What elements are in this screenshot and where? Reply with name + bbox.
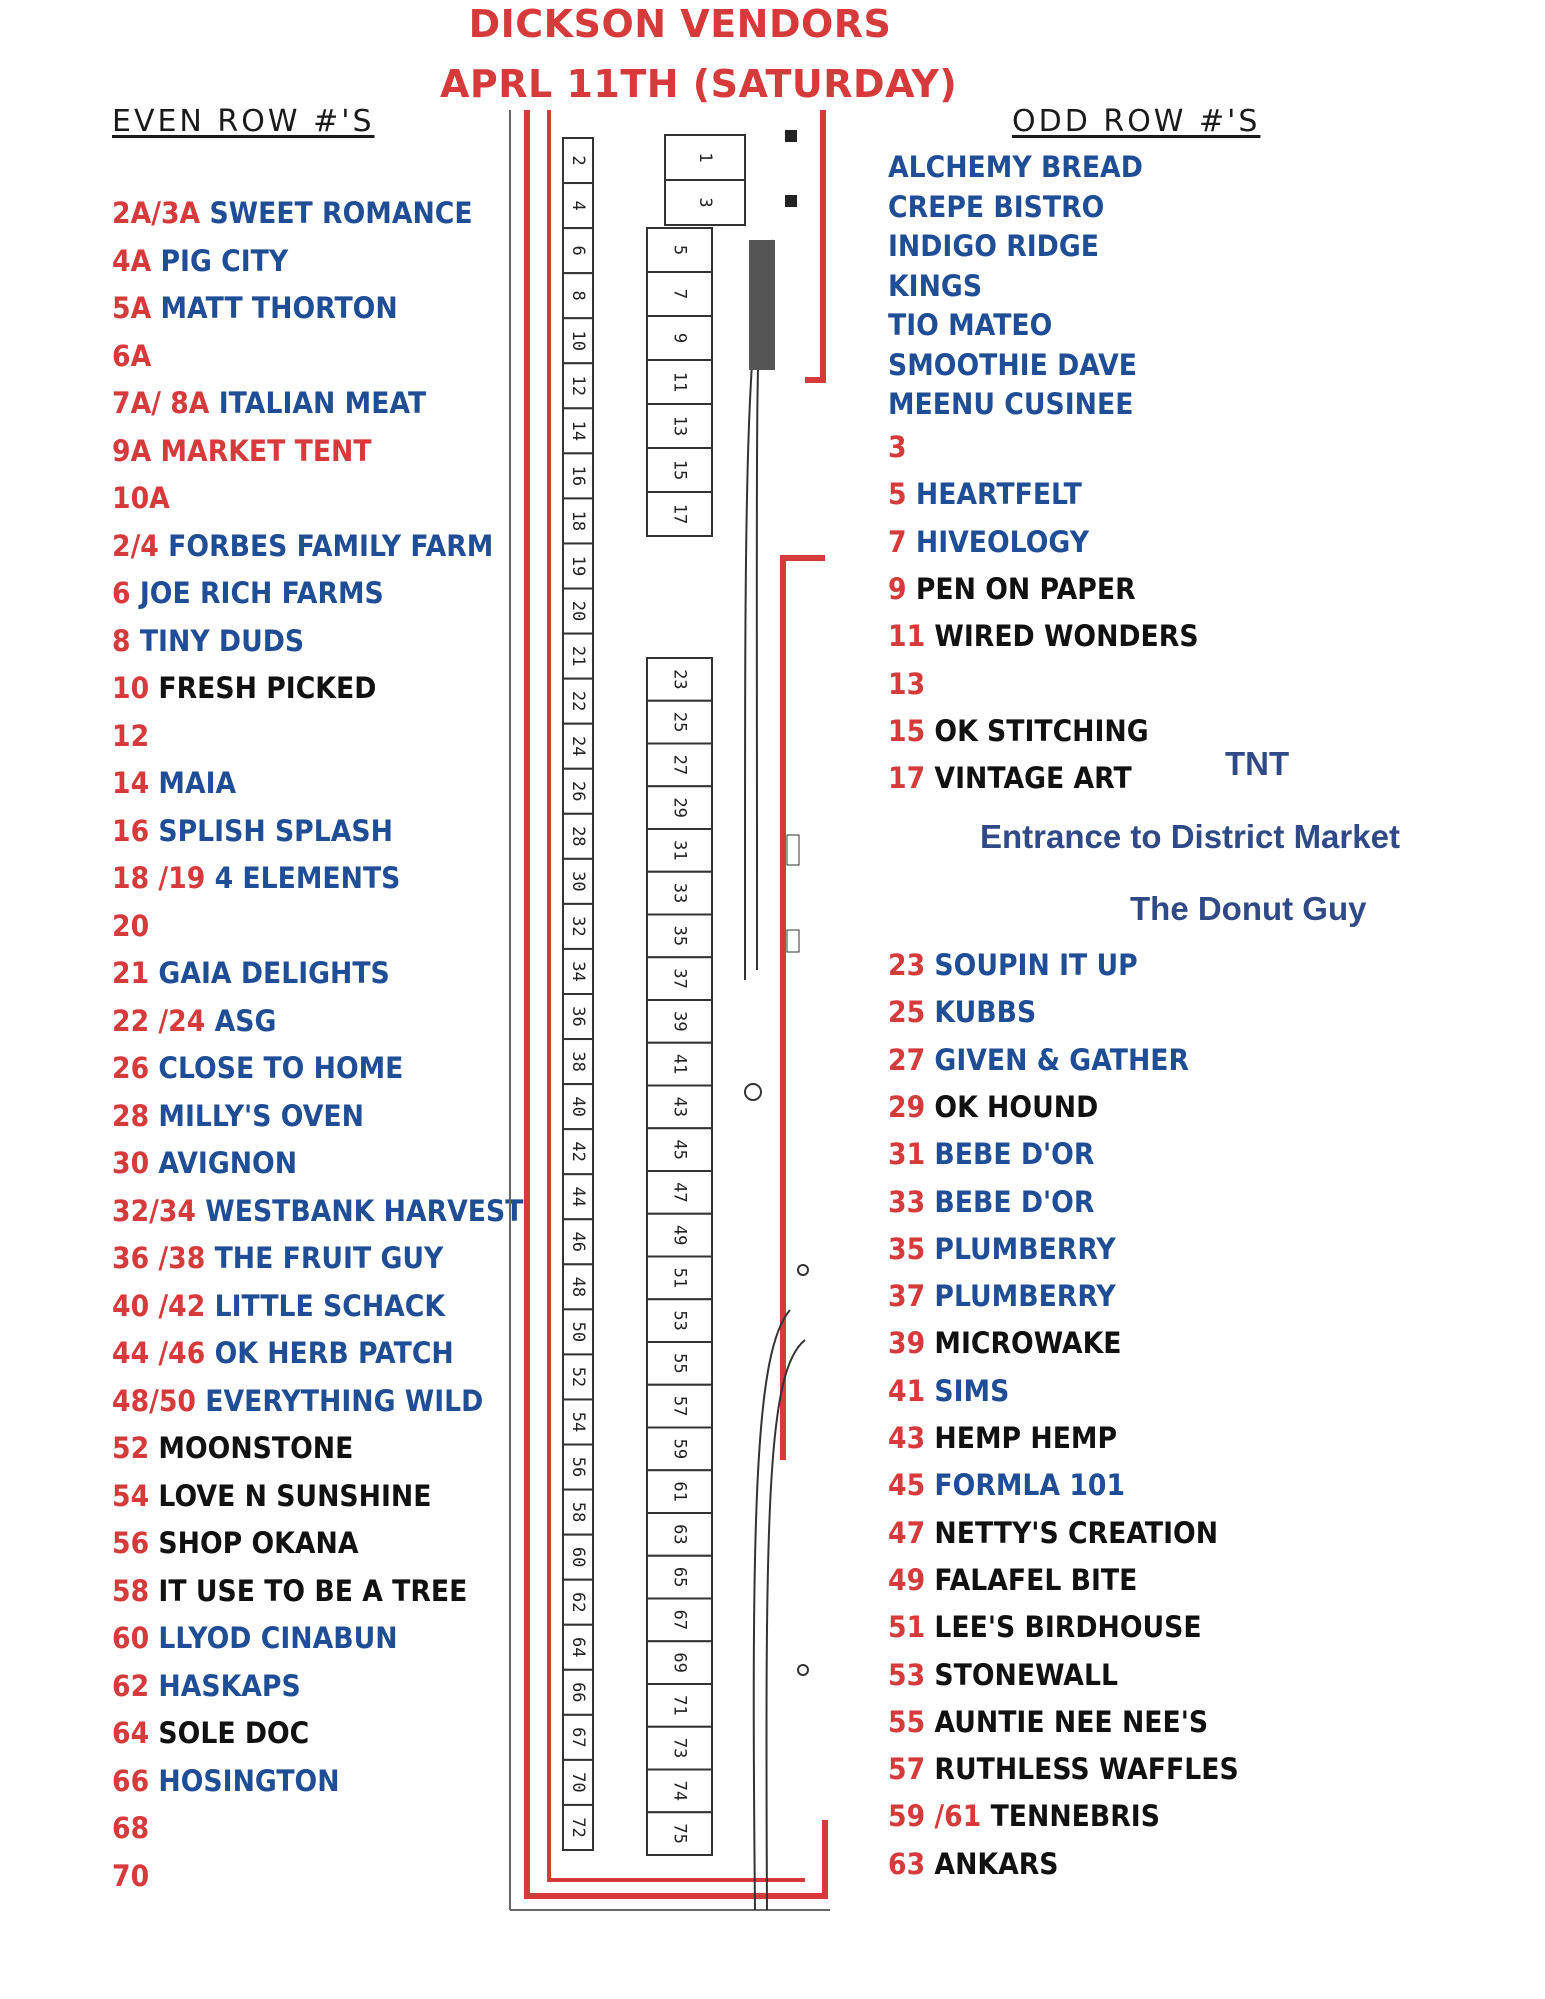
map-stall-number: 12 bbox=[568, 375, 588, 397]
vendor-entry bbox=[112, 244, 288, 278]
stall-number: 12 bbox=[112, 718, 150, 753]
vendor-name: PIG CITY bbox=[160, 243, 289, 278]
vendor-entry bbox=[112, 481, 170, 515]
vendor-name: MATT THORTON bbox=[160, 291, 398, 325]
even-row-header: EVEN ROW #'S bbox=[112, 104, 375, 139]
map-stall-number: 67 bbox=[568, 1727, 588, 1748]
stall-number: 54 bbox=[112, 1478, 159, 1513]
vendor-entry bbox=[888, 1326, 1121, 1360]
vendor-name: HEARTFELT bbox=[915, 477, 1082, 512]
vendor-name: AUNTIE NEE NEE'S bbox=[934, 1704, 1209, 1739]
map-stall-number: 64 bbox=[568, 1637, 588, 1658]
stall-number: 10 bbox=[112, 671, 159, 705]
tnt-note: TNT bbox=[1225, 745, 1290, 782]
stall-number: 9A bbox=[112, 433, 161, 468]
vendor-entry bbox=[112, 766, 236, 800]
map-stall-number: 54 bbox=[568, 1411, 588, 1433]
vendor-name: KINGS bbox=[888, 268, 983, 303]
vendor-entry bbox=[112, 1716, 309, 1750]
vendor-name: MOONSTONE bbox=[158, 1431, 354, 1465]
stall-number: 41 bbox=[888, 1373, 935, 1408]
vendor-name: 4 ELEMENTS bbox=[214, 861, 401, 895]
stall-number: 2A/3A bbox=[112, 196, 210, 230]
stall-number: 26 bbox=[112, 1051, 159, 1085]
stall-number: 32/34 bbox=[112, 1193, 206, 1228]
vendor-name: IT USE TO BE A TREE bbox=[158, 1573, 468, 1608]
vendor-name: HEMP HEMP bbox=[934, 1421, 1118, 1455]
vendor-name: TIO MATEO bbox=[888, 308, 1053, 342]
vendor-entry bbox=[112, 1336, 454, 1370]
map-stall-number: 53 bbox=[669, 1310, 690, 1331]
map-stall-number: 14 bbox=[568, 420, 588, 442]
vendor-name: HIVEOLOGY bbox=[915, 524, 1090, 559]
map-stall-number: 1 bbox=[695, 152, 715, 163]
vendor-entry bbox=[112, 1479, 431, 1513]
vendor-entry bbox=[112, 1051, 403, 1085]
stall-number: 23 bbox=[888, 948, 935, 982]
vendor-entry bbox=[112, 1574, 467, 1608]
stall-number: 30 bbox=[112, 1146, 159, 1180]
vendor-entry bbox=[112, 529, 493, 563]
page-subtitle-date: APRL 11TH (SATURDAY) bbox=[440, 62, 958, 106]
stall-number: 18 /19 bbox=[112, 861, 215, 895]
stall-number: 25 bbox=[888, 995, 935, 1030]
vendor-entry bbox=[888, 348, 1137, 382]
vendor-name: SPLISH SPLASH bbox=[158, 813, 393, 848]
map-stall-number: 24 bbox=[568, 735, 588, 757]
map-stall-number: 59 bbox=[669, 1438, 690, 1460]
vendor-name: INDIGO RIDGE bbox=[888, 229, 1099, 263]
stall-number: 37 bbox=[888, 1279, 935, 1314]
vendor-name: PLUMBERRY bbox=[934, 1231, 1116, 1266]
vendor-name: KUBBS bbox=[934, 995, 1037, 1030]
vendor-entry bbox=[112, 434, 372, 468]
stall-number: 56 bbox=[112, 1526, 159, 1560]
vendor-entry bbox=[888, 1516, 1218, 1550]
map-stall-number: 31 bbox=[669, 840, 690, 861]
map-stall-number: 65 bbox=[669, 1566, 690, 1588]
stall-number: 45 bbox=[888, 1468, 935, 1503]
map-stall-number: 16 bbox=[568, 465, 588, 487]
stall-number: 31 bbox=[888, 1137, 935, 1172]
vendor-entry bbox=[888, 387, 1133, 421]
map-stall-number: 30 bbox=[568, 871, 588, 892]
vendor-entry bbox=[888, 1279, 1116, 1313]
vendor-name: AVIGNON bbox=[158, 1146, 298, 1180]
map-stall-number: 50 bbox=[568, 1321, 588, 1343]
map-stall-number: 37 bbox=[669, 968, 690, 989]
vendor-entry bbox=[888, 477, 1082, 511]
vendor-entry bbox=[888, 1232, 1116, 1266]
map-stall-number: 36 bbox=[568, 1006, 588, 1027]
vendor-name: BEBE D'OR bbox=[934, 1184, 1095, 1219]
stall-number: 44 /46 bbox=[112, 1336, 215, 1370]
stall-number: 17 bbox=[888, 761, 935, 796]
vendor-entry bbox=[112, 196, 473, 230]
map-stall-number: 57 bbox=[669, 1395, 690, 1417]
stall-map bbox=[505, 110, 835, 1920]
stall-number: 7A/ 8A bbox=[112, 386, 219, 420]
vendor-entry bbox=[112, 1526, 358, 1560]
stall-number: 28 bbox=[112, 1098, 159, 1133]
vendor-name: THE FRUIT GUY bbox=[214, 1241, 444, 1275]
vendor-name: EVERYTHING WILD bbox=[205, 1383, 484, 1418]
stall-number: 27 bbox=[888, 1042, 935, 1077]
stall-number: 5A bbox=[112, 291, 161, 325]
vendor-entry bbox=[112, 1859, 149, 1893]
map-dark-block bbox=[749, 240, 775, 370]
vendor-name: FRESH PICKED bbox=[158, 671, 377, 705]
entrance-note: Entrance to District Market bbox=[980, 818, 1400, 855]
map-stall-number: 38 bbox=[568, 1051, 588, 1072]
map-stall-number: 44 bbox=[568, 1186, 588, 1207]
vendor-entry bbox=[112, 909, 149, 943]
map-stall-number: 62 bbox=[568, 1591, 588, 1613]
stall-number: 70 bbox=[112, 1858, 150, 1893]
map-stall-number: 69 bbox=[669, 1652, 690, 1673]
stall-number: 40 /42 bbox=[112, 1288, 215, 1323]
vendor-entry bbox=[888, 1137, 1094, 1171]
vendor-name: CLOSE TO HOME bbox=[158, 1051, 404, 1085]
stall-number: 3 bbox=[888, 430, 907, 464]
map-stall-number: 6 bbox=[568, 245, 588, 256]
vendor-name: STONEWALL bbox=[934, 1657, 1118, 1692]
vendor-entry bbox=[888, 995, 1036, 1029]
map-stall-number: 27 bbox=[669, 754, 690, 776]
map-stall-number: 45 bbox=[669, 1139, 690, 1160]
stall-number: 49 bbox=[888, 1562, 935, 1597]
map-stall-number: 15 bbox=[669, 459, 690, 481]
vendor-entry bbox=[888, 1468, 1125, 1502]
vendor-name: TINY DUDS bbox=[139, 623, 305, 658]
vendor-name: BEBE D'OR bbox=[934, 1137, 1095, 1172]
map-stall-number: 66 bbox=[568, 1682, 588, 1703]
vendor-name: JOE RICH FARMS bbox=[139, 576, 384, 610]
map-stall-number: 35 bbox=[669, 925, 690, 947]
odd-row-header: ODD ROW #'S bbox=[1012, 104, 1261, 139]
stall-number: 8 bbox=[112, 623, 140, 658]
map-stall-number: 18 bbox=[568, 510, 588, 532]
vendor-name: SOLE DOC bbox=[158, 1716, 310, 1750]
vendor-entry bbox=[888, 714, 1149, 748]
stall-number: 64 bbox=[112, 1716, 159, 1750]
map-stall-number: 58 bbox=[568, 1501, 588, 1523]
stall-number: 66 bbox=[112, 1763, 159, 1798]
page-title: DICKSON VENDORS bbox=[468, 2, 892, 46]
stall-number: 16 bbox=[112, 813, 159, 848]
map-stall-number: 51 bbox=[669, 1267, 690, 1289]
stall-number: 10A bbox=[112, 481, 170, 515]
vendor-entry bbox=[112, 1811, 149, 1845]
map-stall-number: 56 bbox=[568, 1456, 588, 1478]
vendor-entry bbox=[888, 1374, 1009, 1408]
vendor-entry bbox=[888, 525, 1089, 559]
vendor-entry bbox=[888, 1185, 1094, 1219]
stall-number: 62 bbox=[112, 1668, 159, 1703]
vendor-entry bbox=[888, 1752, 1239, 1786]
vendor-entry bbox=[888, 1799, 1160, 1833]
stall-number: 20 bbox=[112, 908, 150, 943]
stall-number: 9 bbox=[888, 571, 916, 606]
map-stall-number: 26 bbox=[568, 781, 588, 802]
map-stall-number: 61 bbox=[669, 1481, 690, 1502]
vendor-name: ALCHEMY BREAD bbox=[888, 150, 1143, 184]
stall-number: 59 /61 bbox=[888, 1799, 991, 1834]
vendor-entry bbox=[888, 1610, 1202, 1644]
map-stall-number: 9 bbox=[669, 332, 690, 344]
vendor-entry bbox=[888, 761, 1132, 795]
map-red-outline-right bbox=[783, 558, 825, 1460]
vendor-entry bbox=[888, 619, 1199, 653]
map-stall-number: 73 bbox=[669, 1737, 690, 1759]
vendor-entry bbox=[112, 624, 304, 658]
vendor-name: ANKARS bbox=[934, 1846, 1059, 1881]
stall-number: 29 bbox=[888, 1089, 935, 1124]
vendor-name: OK HOUND bbox=[934, 1089, 1099, 1124]
vendor-entry bbox=[112, 1241, 443, 1275]
vendor-name: TENNEBRIS bbox=[990, 1799, 1160, 1834]
vendor-entry bbox=[112, 719, 149, 753]
map-stall-number: 70 bbox=[568, 1772, 588, 1793]
map-red-outline-top bbox=[805, 110, 823, 380]
vendor-entry bbox=[112, 339, 151, 373]
vendor-entry bbox=[888, 229, 1099, 263]
stall-number: 47 bbox=[888, 1515, 935, 1550]
map-stall-number: 63 bbox=[669, 1524, 690, 1545]
vendor-name: MARKET TENT bbox=[160, 433, 372, 468]
stall-number: 4A bbox=[112, 243, 161, 278]
vendor-entry bbox=[112, 1621, 398, 1655]
map-stall-number: 47 bbox=[669, 1182, 690, 1203]
vendor-entry bbox=[888, 150, 1143, 184]
map-stall-number: 8 bbox=[568, 290, 588, 301]
map-stall-number: 49 bbox=[669, 1224, 690, 1246]
map-stall-number: 3 bbox=[695, 197, 715, 208]
stall-number: 43 bbox=[888, 1421, 935, 1455]
vendor-entry bbox=[888, 190, 1104, 224]
vendor-name: CREPE BISTRO bbox=[888, 189, 1105, 224]
stall-number: 55 bbox=[888, 1704, 935, 1739]
vendor-entry bbox=[112, 956, 390, 990]
map-stall-number: 17 bbox=[669, 503, 690, 525]
vendor-name: VINTAGE ART bbox=[934, 761, 1132, 796]
map-stall-number: 41 bbox=[669, 1053, 690, 1075]
vendor-name: LEE'S BIRDHOUSE bbox=[934, 1610, 1202, 1645]
vendor-name: MAIA bbox=[158, 766, 237, 800]
vendor-name: RUTHLESS WAFFLES bbox=[934, 1752, 1239, 1787]
vendor-entry bbox=[888, 1705, 1208, 1739]
vendor-entry bbox=[112, 1194, 523, 1228]
stall-number: 33 bbox=[888, 1184, 935, 1219]
map-stall-number: 21 bbox=[568, 645, 588, 667]
stall-number: 14 bbox=[112, 766, 159, 800]
map-stall-number: 46 bbox=[568, 1231, 588, 1253]
map-stall-number: 23 bbox=[669, 669, 690, 690]
vendor-name: LLYOD CINABUN bbox=[158, 1621, 398, 1655]
vendor-entry bbox=[112, 1669, 301, 1703]
vendor-entry bbox=[112, 1384, 483, 1418]
map-stall-number: 13 bbox=[669, 415, 690, 437]
donut-guy-note: The Donut Guy bbox=[1130, 890, 1367, 927]
vendor-name: LOVE N SUNSHINE bbox=[158, 1478, 432, 1513]
stall-number: 39 bbox=[888, 1326, 935, 1361]
vendor-name: GIVEN & GATHER bbox=[934, 1042, 1190, 1077]
map-stall-number: 52 bbox=[568, 1366, 588, 1388]
vendor-name: SOUPIN IT UP bbox=[934, 948, 1138, 982]
stall-number: 7 bbox=[888, 524, 916, 559]
vendor-entry bbox=[112, 814, 393, 848]
vendor-name: WESTBANK HARVEST bbox=[205, 1193, 524, 1228]
vendor-entry bbox=[888, 1563, 1137, 1597]
map-stall-number: 19 bbox=[568, 555, 588, 577]
map-stall-number: 20 bbox=[568, 600, 588, 622]
stall-number: 60 bbox=[112, 1621, 159, 1655]
map-stall-number: 48 bbox=[568, 1276, 588, 1298]
vendor-entry bbox=[112, 386, 426, 420]
vendor-name: OK HERB PATCH bbox=[214, 1336, 454, 1370]
stall-number: 21 bbox=[112, 956, 159, 990]
map-stall-number: 22 bbox=[568, 690, 588, 712]
stall-number: 13 bbox=[888, 666, 926, 701]
vendor-name: MEENU CUSINEE bbox=[888, 387, 1134, 421]
map-stall-number: 28 bbox=[568, 826, 588, 847]
stall-number: 53 bbox=[888, 1657, 935, 1692]
vendor-entry bbox=[888, 269, 982, 303]
vendor-name: WIRED WONDERS bbox=[934, 619, 1199, 654]
vendor-entry bbox=[112, 671, 376, 705]
vendor-name: HOSINGTON bbox=[158, 1763, 340, 1798]
vendor-name: GAIA DELIGHTS bbox=[158, 956, 390, 990]
vendor-entry bbox=[112, 576, 384, 610]
vendor-entry bbox=[888, 1847, 1058, 1881]
map-stall-number: 32 bbox=[568, 916, 588, 937]
map-stall-number: 40 bbox=[568, 1096, 588, 1117]
map-stall-number: 25 bbox=[669, 711, 690, 733]
vendor-entry bbox=[888, 1090, 1098, 1124]
vendor-name: SWEET ROMANCE bbox=[209, 196, 473, 230]
vendor-name: SMOOTHIE DAVE bbox=[888, 347, 1137, 382]
vendor-name: OK STITCHING bbox=[934, 713, 1149, 748]
vendor-name: PLUMBERRY bbox=[934, 1279, 1116, 1314]
stall-number: 68 bbox=[112, 1811, 150, 1845]
vendor-name: FALAFEL BITE bbox=[934, 1562, 1138, 1597]
vendor-entry bbox=[888, 1043, 1189, 1077]
map-stall-number: 2 bbox=[568, 155, 588, 166]
stall-number: 48/50 bbox=[112, 1383, 206, 1418]
map-stall-number: 72 bbox=[568, 1817, 588, 1838]
vendor-entry bbox=[888, 572, 1136, 606]
stall-number: 58 bbox=[112, 1573, 159, 1608]
vendor-entry bbox=[888, 948, 1138, 982]
vendor-name: LITTLE SCHACK bbox=[214, 1288, 446, 1323]
stall-number: 15 bbox=[888, 713, 935, 748]
map-stall-number: 75 bbox=[669, 1823, 690, 1844]
vendor-entry bbox=[112, 1431, 353, 1465]
vendor-name: PEN ON PAPER bbox=[915, 571, 1136, 606]
stall-number: 52 bbox=[112, 1431, 159, 1465]
vendor-name: SHOP OKANA bbox=[158, 1526, 359, 1560]
vendor-entry bbox=[888, 308, 1052, 342]
vendor-entry bbox=[112, 861, 400, 895]
stall-number: 51 bbox=[888, 1610, 935, 1645]
stall-number: 35 bbox=[888, 1231, 935, 1266]
vendor-name: ASG bbox=[214, 1003, 277, 1038]
map-stall-number: 11 bbox=[669, 371, 690, 393]
vendor-entry bbox=[112, 1004, 276, 1038]
vendor-entry bbox=[888, 1658, 1118, 1692]
stall-number: 6 bbox=[112, 576, 140, 610]
vendor-entry bbox=[112, 1289, 445, 1323]
vendor-entry bbox=[888, 430, 907, 464]
stall-number: 22 /24 bbox=[112, 1003, 215, 1038]
map-stall-number: 67 bbox=[669, 1609, 690, 1631]
vendor-entry bbox=[112, 1099, 364, 1133]
stall-number: 63 bbox=[888, 1846, 935, 1881]
vendor-name: ITALIAN MEAT bbox=[218, 386, 427, 420]
map-stall-number: 29 bbox=[669, 797, 690, 818]
map-stall-number: 43 bbox=[669, 1096, 690, 1118]
vendor-entry bbox=[112, 1764, 340, 1798]
map-stall-number: 5 bbox=[669, 244, 690, 256]
vendor-name: FORMLA 101 bbox=[934, 1468, 1126, 1503]
vendor-name: MILLY'S OVEN bbox=[158, 1098, 364, 1133]
map-stall-number: 71 bbox=[669, 1695, 690, 1716]
stall-number: 5 bbox=[888, 477, 916, 512]
vendor-entry bbox=[112, 291, 398, 325]
vendor-entry bbox=[888, 1421, 1117, 1455]
vendor-name: HASKAPS bbox=[158, 1668, 301, 1703]
map-stall-number: 33 bbox=[669, 882, 690, 904]
stall-number: 6A bbox=[112, 338, 152, 373]
vendor-name: SIMS bbox=[934, 1373, 1010, 1408]
map-stall-number: 39 bbox=[669, 1011, 690, 1032]
vendor-entry bbox=[112, 1146, 297, 1180]
map-stall-number: 10 bbox=[568, 330, 588, 351]
stall-number: 2/4 bbox=[112, 528, 169, 563]
map-stall-number: 4 bbox=[568, 200, 588, 211]
map-stall-number: 60 bbox=[568, 1546, 588, 1568]
vendor-name: MICROWAKE bbox=[934, 1326, 1122, 1361]
stall-number: 57 bbox=[888, 1752, 935, 1787]
vendor-name: NETTY'S CREATION bbox=[934, 1515, 1219, 1550]
vendor-name: FORBES FAMILY FARM bbox=[168, 528, 494, 563]
map-stall-number: 55 bbox=[669, 1353, 690, 1374]
stall-number: 11 bbox=[888, 619, 935, 654]
vendor-entry bbox=[888, 667, 925, 701]
map-stall-number: 42 bbox=[568, 1141, 588, 1162]
stall-number: 36 /38 bbox=[112, 1241, 215, 1275]
map-stall-number: 74 bbox=[669, 1780, 690, 1802]
map-stall-number: 7 bbox=[669, 288, 690, 300]
map-stall-number: 34 bbox=[568, 961, 588, 982]
